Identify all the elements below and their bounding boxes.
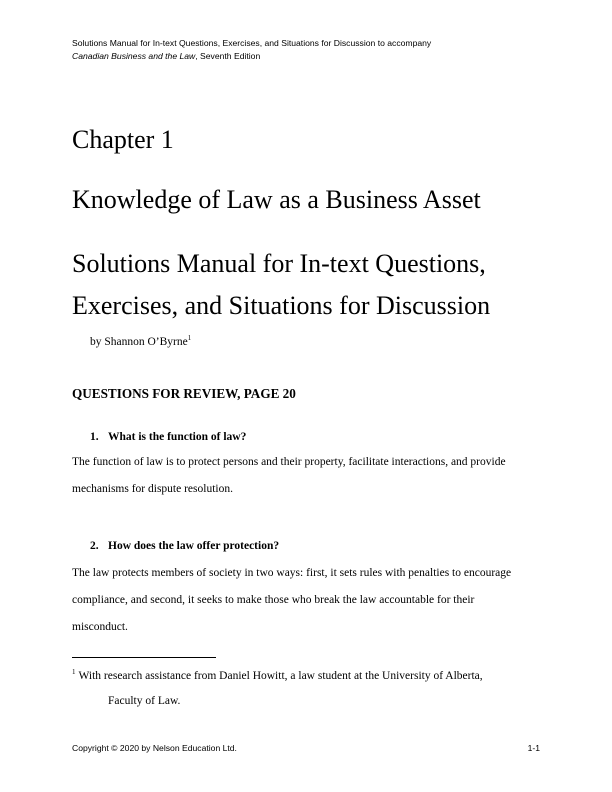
footnote-line1 — [72, 664, 540, 689]
question-2 — [90, 539, 279, 553]
answer-line: The law protects members of society in two ways: first, it sets rules with penalties to encourage — [72, 567, 512, 579]
footer-page-number: 1-1 — [527, 743, 540, 753]
answer-1 — [72, 449, 540, 503]
document-title-line1: Solutions Manual for In-text Questions, — [72, 249, 486, 278]
question-number: 2. — [90, 540, 99, 552]
footnote — [72, 664, 540, 714]
answer-line: compliance, and second, it seeks to make those who break the law accountable for their — [72, 594, 475, 606]
running-header-line1: Solutions Manual for In-text Questions, Exercises, and Situations for Discussion to accompany — [72, 38, 432, 48]
book-title: Canadian Business and the Law — [72, 51, 196, 61]
question-1 — [90, 430, 246, 444]
author: by Shannon O’Byrne — [90, 336, 188, 348]
running-header-line2 — [72, 50, 431, 63]
question-text: How does the law offer protection? — [108, 540, 280, 552]
running-header — [72, 37, 431, 63]
answer-line: mechanisms for dispute resolution. — [72, 483, 233, 495]
answer-line: The function of law is to protect persons and their property, facilitate interactions, and provide — [72, 456, 506, 468]
byline — [90, 335, 191, 349]
document-title — [72, 243, 542, 327]
footnote-marker: 1 — [72, 668, 76, 677]
footnote-reference: 1 — [187, 334, 192, 343]
footnote-separator — [72, 657, 216, 658]
answer-2 — [72, 560, 540, 641]
edition: , Seventh Edition — [195, 51, 261, 61]
section-heading: QUESTIONS FOR REVIEW, PAGE 20 — [72, 386, 296, 401]
footnote-line2: Faculty of Law. — [108, 695, 181, 707]
document-title-line2: Exercises, and Situations for Discussion — [72, 291, 491, 320]
question-number: 1. — [90, 431, 99, 443]
answer-line: misconduct. — [72, 621, 128, 633]
footnote-text: With research assistance from Daniel Howitt, a law student at the University of Alberta, — [78, 670, 483, 682]
chapter-heading: Chapter 1 — [72, 125, 174, 154]
question-text: What is the function of law? — [108, 431, 247, 443]
chapter-topic: Knowledge of Law as a Business Asset — [72, 185, 481, 214]
footer-copyright: Copyright © 2020 by Nelson Education Ltd. — [72, 743, 237, 753]
